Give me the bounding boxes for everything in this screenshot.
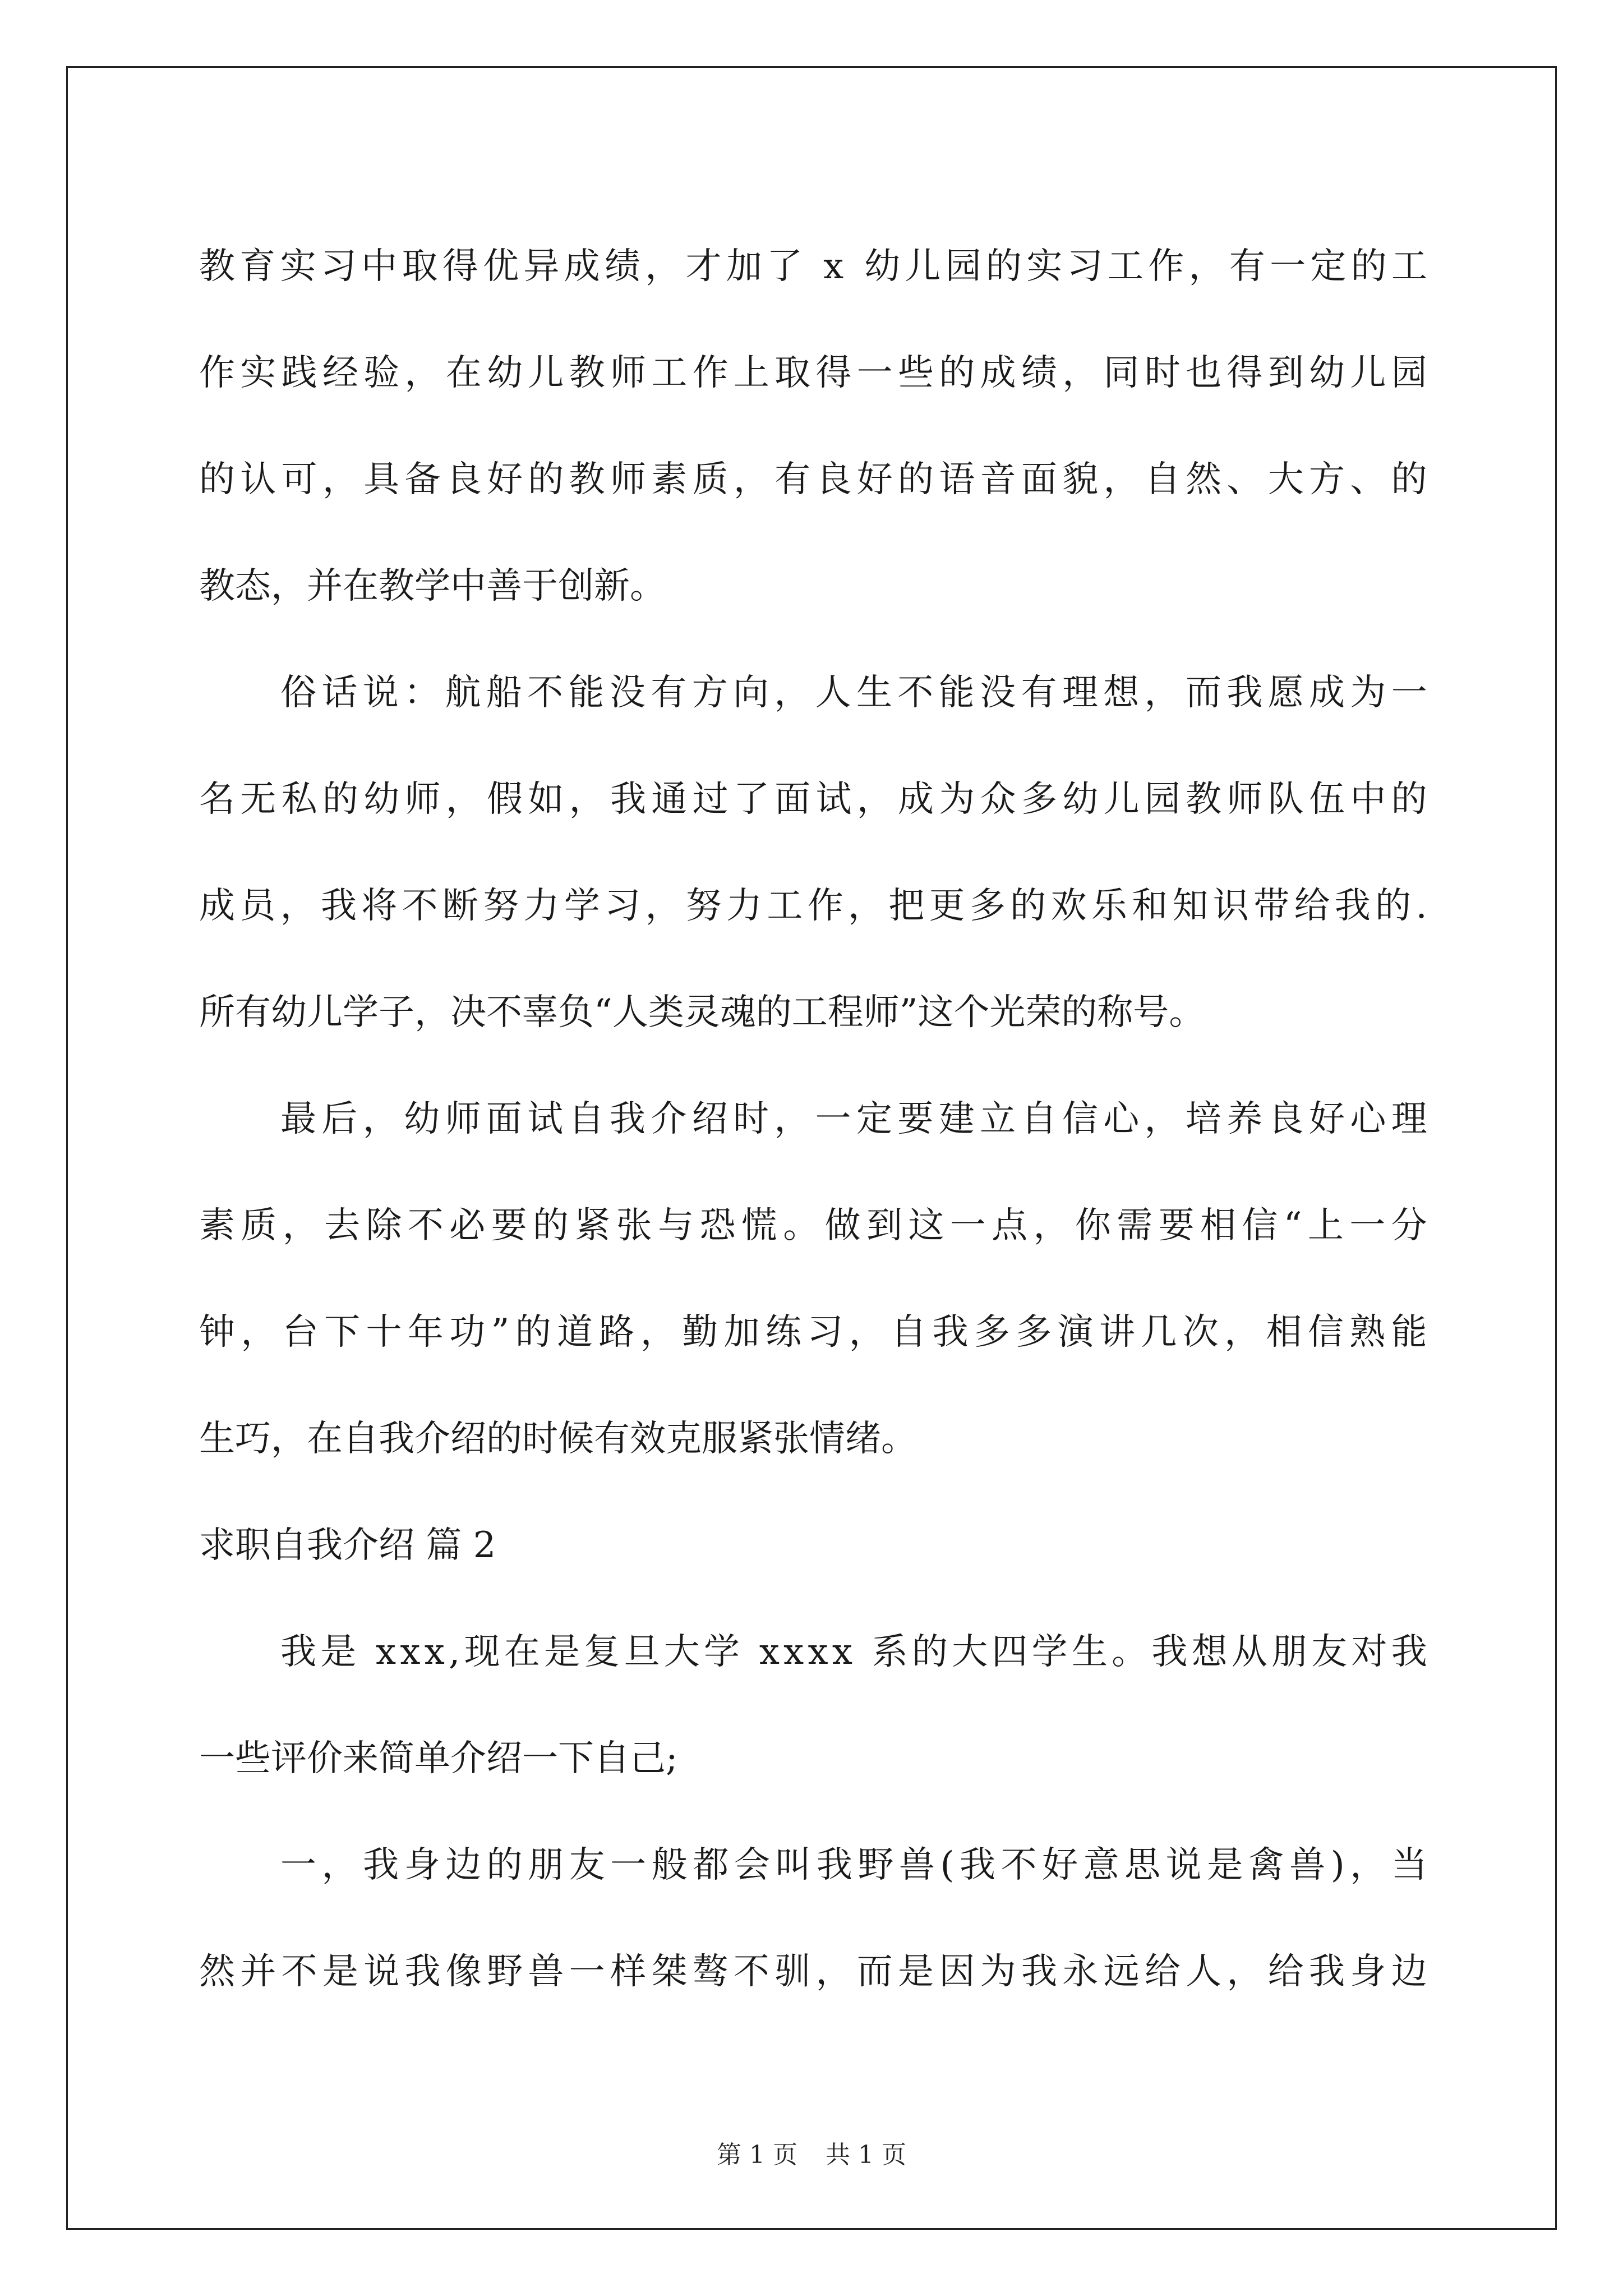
section-heading: 求职自我介绍 篇 2	[199, 1525, 496, 1566]
text-line: 所有幼儿学子，决不辜负“人类灵魂的工程师”这个光荣的称号。	[199, 992, 1205, 1033]
paragraph	[199, 1599, 1427, 1812]
page-number: 第 1 页	[717, 2141, 797, 2169]
text-line: 生巧，在自我介绍的时候有效克服紧张情绪。	[199, 1418, 917, 1460]
paragraph	[199, 639, 1427, 1066]
text-line: 素 质 ， 去 除 不 必 要 的 紧 张 与 恐 慌 。 做 到 这 一 点 ， 你 需 要 相 信 “ 上 一 分	[199, 1205, 1427, 1246]
text-line: 我 是 x x x , 现 在 是 复 旦 大 学 x x x x 系 的 大 四 学 生 。 我 想 从 朋 友 对 我	[280, 1631, 1427, 1673]
text-line: 最 后 ， 幼 师 面 试 自 我 介 绍 时 ， 一 定 要 建 立 自 信 心 ， 培 养 良 好 心 理	[280, 1098, 1427, 1140]
text-line: 一 ， 我 身 边 的 朋 友 一 般 都 会 叫 我 野 兽 ( 我 不 好 意 思 说 是 禽 兽 ) ， 当	[280, 1844, 1427, 1886]
paragraph	[199, 213, 1427, 639]
page-total: 共 1 页	[826, 2141, 906, 2169]
text-line: 成 员 ， 我 将 不 断 努 力 学 习 ， 努 力 工 作 ， 把 更 多 的 欢 乐 和 知 识 带 给 我 的 .	[199, 885, 1427, 927]
text-line: 教 育 实 习 中 取 得 优 异 成 绩 ， 才 加 了 x 幼 儿 园 的 实 习 工 作 ， 有 一 定 的 工	[199, 246, 1427, 287]
text-line: 钟 ， 台 下 十 年 功 ” 的 道 路 ， 勤 加 练 习 ， 自 我 多 多 演 讲 几 次 ， 相 信 熟 能	[199, 1312, 1427, 1353]
document-body	[199, 213, 1427, 2025]
text-line: 教态，并在教学中善于创新。	[199, 565, 666, 607]
page-footer	[0, 2134, 1623, 2170]
text-line: 一些评价来简单介绍一下自己;	[199, 1738, 678, 1779]
text-line: 的 认 可 ， 具 备 良 好 的 教 师 素 质 ， 有 良 好 的 语 音 面 貌 ， 自 然 、 大 方 、 的	[199, 459, 1427, 500]
text-line: 然 并 不 是 说 我 像 野 兽 一 样 桀 骜 不 驯 ， 而 是 因 为 我 永 远 给 人 ， 给 我 身 边	[199, 1951, 1427, 1993]
text-line: 名 无 私 的 幼 师 ， 假 如 ， 我 通 过 了 面 试 ， 成 为 众 多 幼 儿 园 教 师 队 伍 中 的	[199, 779, 1427, 820]
paragraph	[199, 1066, 1427, 1492]
text-line: 俗 话 说 ： 航 船 不 能 没 有 方 向 ， 人 生 不 能 没 有 理 想 ， 而 我 愿 成 为 一	[280, 672, 1427, 714]
text-line: 作 实 践 经 验 ， 在 幼 儿 教 师 工 作 上 取 得 一 些 的 成 绩 ， 同 时 也 得 到 幼 儿 园	[199, 352, 1427, 394]
paragraph	[199, 1812, 1427, 2025]
